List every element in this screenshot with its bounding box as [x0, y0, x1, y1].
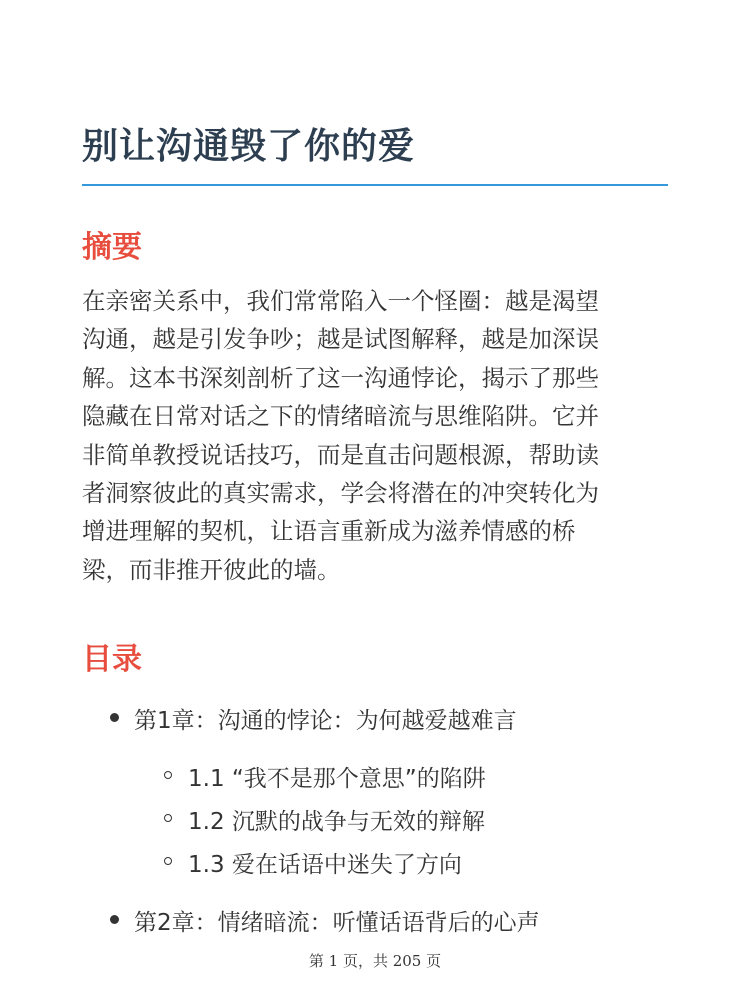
abstract-line: 者洞察彼此的真实需求，学会将潜在的冲突转化为: [82, 479, 599, 508]
abstract-line: 非简单教授说话技巧，而是直击问题根源，帮助读: [82, 440, 599, 469]
toc-heading: 目录: [82, 642, 142, 677]
abstract-line: 梁，而非推开彼此的墙。: [82, 555, 341, 584]
bullet-circle-icon: [164, 857, 172, 865]
bullet-circle-icon: [164, 814, 172, 822]
toc-chapter-2[interactable]: 第2章：情绪暗流：听懂话语背后的心声: [134, 910, 540, 936]
bullet-disc-icon: [110, 713, 119, 722]
abstract-line: 在亲密关系中，我们常常陷入一个怪圈：越是渴望: [82, 287, 599, 315]
abstract-paragraph: [82, 282, 672, 589]
abstract-line: 增进理解的契机，让语言重新成为滋养情感的桥: [82, 517, 576, 546]
toc-section-1-2[interactable]: 1.2 沉默的战争与无效的辩解: [188, 809, 485, 835]
toc-section-1-1[interactable]: 1.1 “我不是那个意思”的陷阱: [188, 766, 486, 792]
abstract-heading: 摘要: [82, 230, 142, 265]
abstract-line: 解。这本书深刻剖析了这一沟通悖论，揭示了那些: [82, 363, 599, 392]
abstract-line: 沟通，越是引发争吵；越是试图解释，越是加深误: [82, 325, 599, 354]
document-title: 别让沟通毁了你的爱: [82, 126, 416, 167]
toc-chapter-1[interactable]: 第1章：沟通的悖论：为何越爱越难言: [134, 708, 517, 734]
page-number-footer: 第 1 页，共 205 页: [308, 952, 442, 970]
abstract-line: 隐藏在日常对话之下的情绪暗流与思维陷阱。它并: [82, 402, 599, 431]
bullet-disc-icon: [110, 915, 119, 924]
bullet-circle-icon: [164, 771, 172, 779]
title-divider: [82, 184, 668, 186]
toc-section-1-3[interactable]: 1.3 爱在话语中迷失了方向: [188, 852, 462, 878]
